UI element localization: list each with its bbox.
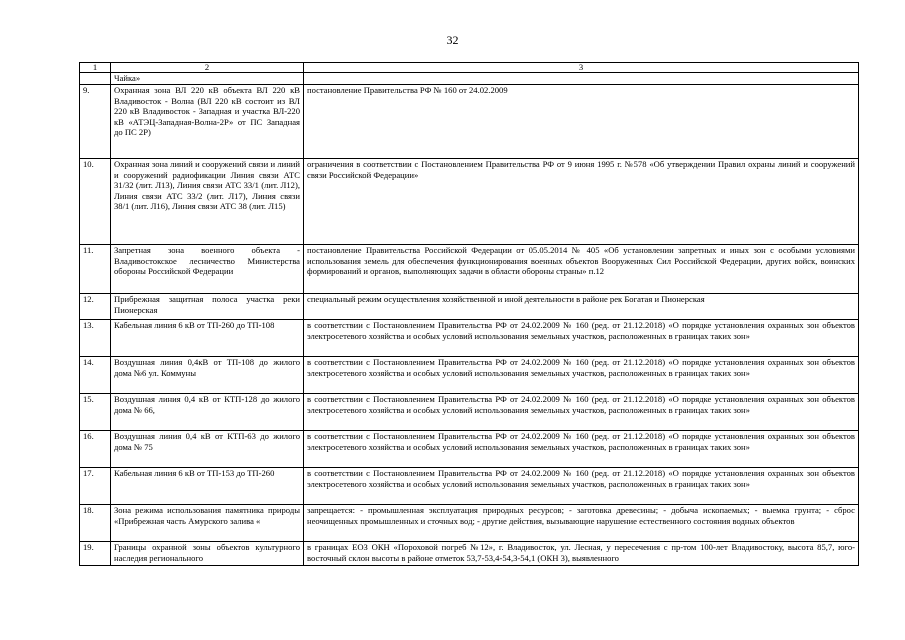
restrictions-table	[79, 62, 859, 566]
row-number	[80, 73, 111, 85]
row-name: Кабельная линия 6 кВ от ТП-153 до ТП-260	[111, 468, 304, 505]
header-row	[80, 63, 859, 73]
table-row	[80, 468, 859, 505]
row-name: Чайка»	[111, 73, 304, 85]
row-basis: в соответствии с Постановлением Правительства РФ от 24.02.2009 № 160 (ред. от 21.12.2018) «О порядке установления охранных зон объектов электросетевого хозяйства и особых условий использования земельных участков, расположенных в границах таких зон»	[304, 357, 859, 394]
table-row	[80, 245, 859, 294]
table-row	[80, 431, 859, 468]
page-number: 32	[446, 33, 459, 47]
row-basis: в соответствии с Постановлением Правительства РФ от 24.02.2009 № 160 (ред. от 21.12.2018) «О порядке установления охранных зон объектов электросетевого хозяйства и особых условий использования земельных участков, расположенных в границах таких зон»	[304, 468, 859, 505]
row-basis: постановление Правительства РФ № 160 от 24.02.2009	[304, 85, 859, 159]
row-number: 18.	[80, 505, 111, 542]
row-basis: ограничения в соответствии с Постановлением Правительства РФ от 9 июня 1995 г. №578 «Об утверждении Правил охраны линий и сооружений связи Российской Федерации»	[304, 159, 859, 245]
continuation-row	[80, 73, 859, 85]
row-name: Прибрежная защитная полоса участка реки Пионерская	[111, 294, 304, 320]
row-basis: запрещается: - промышленная эксплуатация природных ресурсов; - заготовка древесины; - добыча ископаемых; - выемка грунта; - сброс неочищенных промышленных и сточных вод; - другие действия, вызывающие нарушение естественного состояния водных объектов	[304, 505, 859, 542]
header-col-1: 1	[80, 63, 111, 73]
row-basis: в соответствии с Постановлением Правительства РФ от 24.02.2009 № 160 (ред. от 21.12.2018) «О порядке установления охранных зон объектов электросетевого хозяйства и особых условий использования земельных участков, расположенных в границах таких зон»	[304, 431, 859, 468]
row-number: 10.	[80, 159, 111, 245]
row-number: 9.	[80, 85, 111, 159]
row-name: Воздушная линия 0,4 кВ от КТП-63 до жилого дома № 75	[111, 431, 304, 468]
table-row	[80, 357, 859, 394]
row-name: Кабельная линия 6 кВ от ТП-260 до ТП-108	[111, 320, 304, 357]
row-basis: специальный режим осуществления хозяйственной и иной деятельности в районе рек Богатая и Пионерская	[304, 294, 859, 320]
table-row	[80, 159, 859, 245]
table-row	[80, 85, 859, 159]
row-basis: в соответствии с Постановлением Правительства РФ от 24.02.2009 № 160 (ред. от 21.12.2018) «О порядке установления охранных зон объектов электросетевого хозяйства и особых условий использования земельных участков, расположенных в границах таких зон»	[304, 394, 859, 431]
row-basis: в границах ЕОЗ ОКН «Пороховой погреб №12», г. Владивосток, ул. Лесная, у пересечения с пр-том 100-лет Владивостоку, высота 85,7, юго-восточный склон высоты в районе отметок 53,7-53,4-54,3-54,1 (ОКН 3), выявленного	[304, 542, 859, 566]
table-row	[80, 294, 859, 320]
row-basis: в соответствии с Постановлением Правительства РФ от 24.02.2009 № 160 (ред. от 21.12.2018) «О порядке установления охранных зон объектов электросетевого хозяйства и особых условий использования земельных участков, расположенных в границах таких зон»	[304, 320, 859, 357]
row-name: Зона режима использования памятника природы «Прибрежная часть Амурского залива «	[111, 505, 304, 542]
row-name: Воздушная линия 0,4кВ от ТП-108 до жилого дома №6 ул. Коммуны	[111, 357, 304, 394]
row-number: 13.	[80, 320, 111, 357]
row-name: Охранная зона линий и сооружений связи и линий и сооружений радиофикации Линия связи АТС 31/32 (лит. Л13), Линия связи АТС 33/1 (лит. Л12), Линия связи АТС 33/2 (лит. Л17), Линия связи 38/1 (лит. Л16), Линия связи АТС 38 (лит. Л15)	[111, 159, 304, 245]
row-number: 14.	[80, 357, 111, 394]
row-basis: постановление Правительства Российской Федерации от 05.05.2014 № 405 «Об установлении запретных и иных зон с особыми условиями использования земель для обеспечения функционирования военных объектов Вооруженных Сил Российской Федерации, других войск, воинских формирований и органов, выполняющих задачи в области обороны страны» п.12	[304, 245, 859, 294]
row-name: Запретная зона военного объекта - Владивостокское лесничество Министерства обороны Российской Федерации	[111, 245, 304, 294]
table-row	[80, 542, 859, 566]
header-col-3: 3	[304, 63, 859, 73]
table-row	[80, 505, 859, 542]
table-row	[80, 394, 859, 431]
table-row	[80, 320, 859, 357]
row-number: 11.	[80, 245, 111, 294]
header-col-2: 2	[111, 63, 304, 73]
row-number: 16.	[80, 431, 111, 468]
row-number: 17.	[80, 468, 111, 505]
row-number: 12.	[80, 294, 111, 320]
row-name: Охранная зона ВЛ 220 кВ объекта ВЛ 220 кВ Владивосток - Волна (ВЛ 220 кВ состоит из ВЛ 220 кВ Владивосток - Западная и участка ВЛ-220 кВ «АТЭЦ-Западная-Волна-2Р» от ПС Западная до ПС 2Р)	[111, 85, 304, 159]
row-name: Воздушная линия 0,4 кВ от КТП-128 до жилого дома № 66,	[111, 394, 304, 431]
row-basis	[304, 73, 859, 85]
row-name: Границы охранной зоны объектов культурного наследия регионального	[111, 542, 304, 566]
row-number: 15.	[80, 394, 111, 431]
row-number: 19.	[80, 542, 111, 566]
